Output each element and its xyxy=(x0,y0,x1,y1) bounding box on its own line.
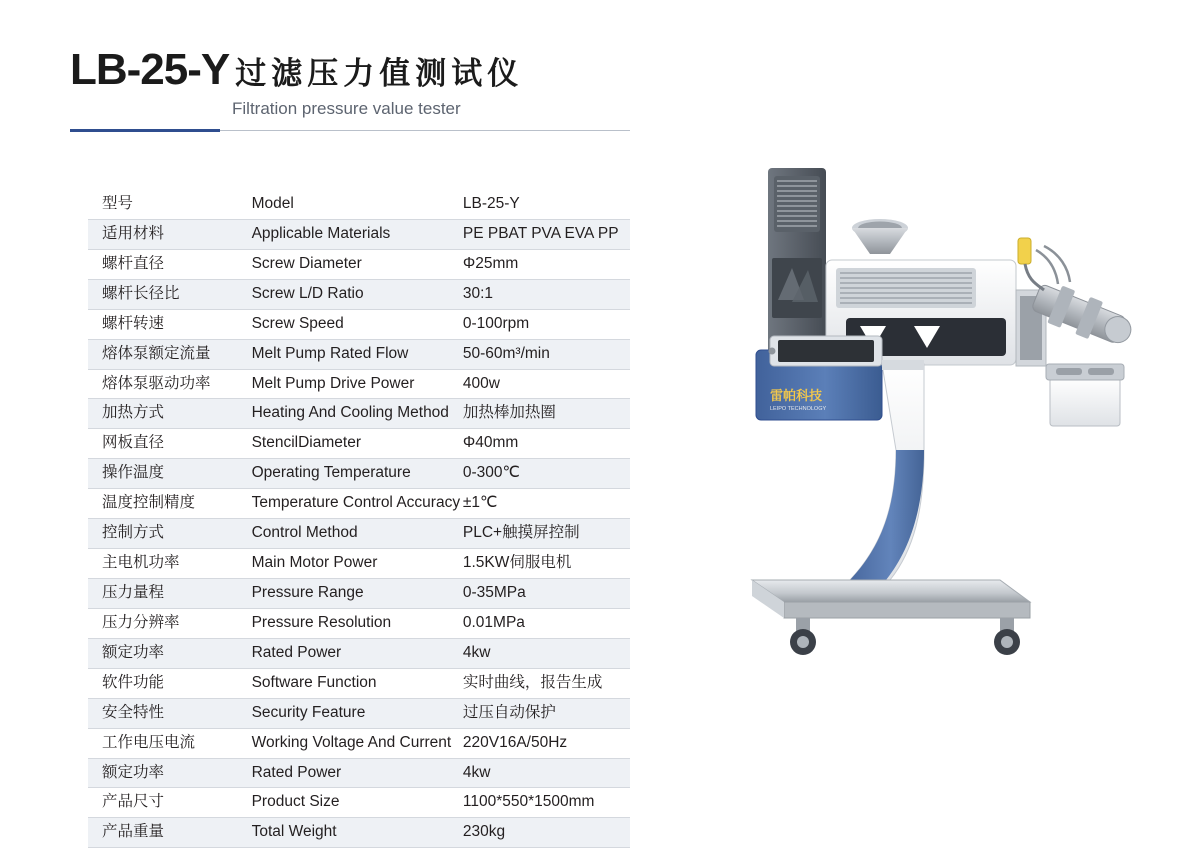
title-row xyxy=(70,45,630,95)
spec-value: 50-60m³/min xyxy=(463,339,630,369)
spec-label-en: Melt Pump Rated Flow xyxy=(252,339,463,369)
table-row xyxy=(88,758,630,788)
caster-wheels xyxy=(790,618,1020,655)
material-hopper xyxy=(852,219,908,254)
spec-label-en: Pressure Resolution xyxy=(252,608,463,638)
specification-table xyxy=(88,190,630,848)
spec-label-en: Product Size xyxy=(252,788,463,818)
table-row xyxy=(88,309,630,339)
spec-value: 220V16A/50Hz xyxy=(463,728,630,758)
spec-label-cn: 型号 xyxy=(88,190,252,219)
spec-value: LB-25-Y xyxy=(463,190,630,219)
spec-value: PE PBAT PVA EVA PP xyxy=(463,219,630,249)
table-row xyxy=(88,788,630,818)
table-row xyxy=(88,429,630,459)
spec-value: ±1℃ xyxy=(463,489,630,519)
spec-label-cn: 熔体泵额定流量 xyxy=(88,339,252,369)
table-row xyxy=(88,698,630,728)
spec-label-cn: 加热方式 xyxy=(88,399,252,429)
table-row xyxy=(88,249,630,279)
table-row xyxy=(88,638,630,668)
table-row xyxy=(88,219,630,249)
spec-label-en: Control Method xyxy=(252,519,463,549)
spec-value: 过压自动保护 xyxy=(463,698,630,728)
spec-label-cn: 网板直径 xyxy=(88,429,252,459)
spec-label-en: Melt Pump Drive Power xyxy=(252,369,463,399)
base-platform xyxy=(752,580,1030,618)
table-row xyxy=(88,459,630,489)
spec-label-cn: 额定功率 xyxy=(88,638,252,668)
table-row xyxy=(88,728,630,758)
page-title-chinese: 过滤压力值测试仪 xyxy=(235,56,524,91)
spec-label-en: Rated Power xyxy=(252,638,463,668)
spec-label-en: Screw Speed xyxy=(252,309,463,339)
brand-sub-text: LEIPO TECHNOLOGY xyxy=(770,406,827,412)
table-row xyxy=(88,549,630,579)
die-head xyxy=(1016,238,1137,426)
spec-label-en: Screw Diameter xyxy=(252,249,463,279)
table-row xyxy=(88,818,630,848)
spec-label-cn: 温度控制精度 xyxy=(88,489,252,519)
spec-label-en: Rated Power xyxy=(252,758,463,788)
spec-label-en: Main Motor Power xyxy=(252,549,463,579)
spec-value: 1100*550*1500mm xyxy=(463,788,630,818)
spec-label-cn: 螺杆转速 xyxy=(88,309,252,339)
spec-label-en: Operating Temperature xyxy=(252,459,463,489)
spec-label-cn: 工作电压电流 xyxy=(88,728,252,758)
spec-value: Φ25mm xyxy=(463,249,630,279)
spec-value: 4kw xyxy=(463,758,630,788)
spec-label-en: Screw L/D Ratio xyxy=(252,279,463,309)
spec-value: 加热棒加热圈 xyxy=(463,399,630,429)
spec-label-cn: 产品重量 xyxy=(88,818,252,848)
spec-label-cn: 额定功率 xyxy=(88,758,252,788)
extruder-tower xyxy=(768,168,826,353)
spec-value: Φ40mm xyxy=(463,429,630,459)
table-row xyxy=(88,399,630,429)
table-row xyxy=(88,608,630,638)
spec-value: PLC+触摸屏控制 xyxy=(463,519,630,549)
table-row xyxy=(88,369,630,399)
machine-photo xyxy=(700,150,1180,710)
spec-label-en: Total Weight xyxy=(252,818,463,848)
table-row xyxy=(88,489,630,519)
spec-value: 230kg xyxy=(463,818,630,848)
spec-value: 0-300℃ xyxy=(463,459,630,489)
spec-label-cn: 主电机功率 xyxy=(88,549,252,579)
table-row xyxy=(88,279,630,309)
spec-label-en: Pressure Range xyxy=(252,578,463,608)
page-title-model: LB-25-Y xyxy=(70,45,230,94)
page-header xyxy=(70,45,630,133)
spec-label-en: Model xyxy=(252,190,463,219)
spec-label-en: Security Feature xyxy=(252,698,463,728)
spec-value: 0.01MPa xyxy=(463,608,630,638)
table-row xyxy=(88,668,630,698)
spec-value: 4kw xyxy=(463,638,630,668)
brand-label-text: 雷帕科技 xyxy=(770,388,823,403)
spec-label-en: Applicable Materials xyxy=(252,219,463,249)
spec-label-en: Temperature Control Accuracy xyxy=(252,489,463,519)
header-divider-accent xyxy=(70,129,220,132)
spec-label-en: Heating And Cooling Method xyxy=(252,399,463,429)
spec-label-cn: 适用材料 xyxy=(88,219,252,249)
spec-value: 400w xyxy=(463,369,630,399)
spec-value: 0-100rpm xyxy=(463,309,630,339)
spec-label-en: Working Voltage And Current xyxy=(252,728,463,758)
table-row xyxy=(88,519,630,549)
table-row xyxy=(88,339,630,369)
spec-label-cn: 螺杆长径比 xyxy=(88,279,252,309)
spec-label-cn: 操作温度 xyxy=(88,459,252,489)
header-divider xyxy=(70,129,630,133)
spec-label-en: StencilDiameter xyxy=(252,429,463,459)
spec-label-cn: 压力量程 xyxy=(88,578,252,608)
spec-label-cn: 控制方式 xyxy=(88,519,252,549)
table-row xyxy=(88,578,630,608)
spec-label-cn: 产品尺寸 xyxy=(88,788,252,818)
specification-table-body xyxy=(88,190,630,848)
spec-label-cn: 螺杆直径 xyxy=(88,249,252,279)
spec-value: 实时曲线，报告生成 xyxy=(463,668,630,698)
spec-value: 0-35MPa xyxy=(463,578,630,608)
spec-label-en: Software Function xyxy=(252,668,463,698)
control-console xyxy=(756,336,882,420)
spec-value: 1.5KW伺服电机 xyxy=(463,549,630,579)
table-row xyxy=(88,190,630,219)
spec-label-cn: 熔体泵驱动功率 xyxy=(88,369,252,399)
page-subtitle-english: Filtration pressure value tester xyxy=(232,99,461,118)
spec-label-cn: 软件功能 xyxy=(88,668,252,698)
spec-label-cn: 安全特性 xyxy=(88,698,252,728)
spec-label-cn: 压力分辨率 xyxy=(88,608,252,638)
spec-value: 30:1 xyxy=(463,279,630,309)
